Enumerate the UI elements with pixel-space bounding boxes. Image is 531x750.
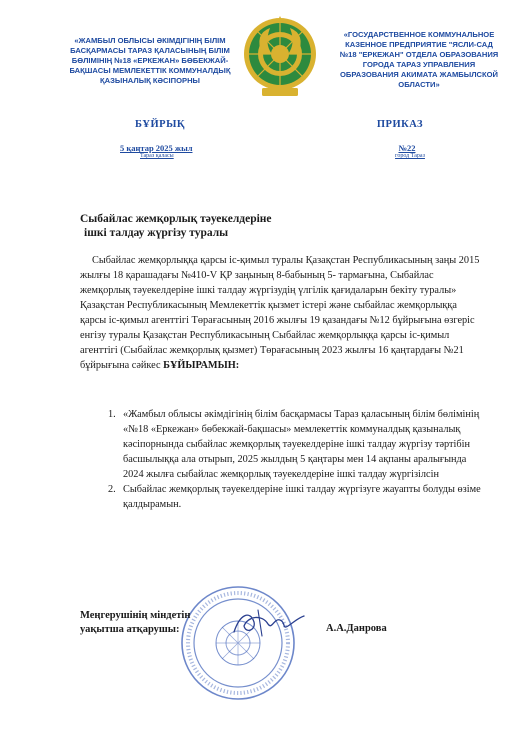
handwritten-signature-icon	[228, 604, 308, 642]
order-date: 5 қаңтар 2025 жыл	[120, 143, 193, 153]
list-item-number: 2.	[108, 484, 116, 495]
list-item	[108, 407, 486, 482]
order-title-ru: ПРИКАЗ	[376, 119, 424, 130]
document-body	[80, 253, 482, 373]
order-number: №22	[398, 143, 416, 153]
signer-name: А.А.Данрова	[326, 623, 387, 634]
signer-role	[80, 609, 230, 636]
body-paragraph: Сыбайлас жемқорлыққа қарсы іс-қимыл туралы Қазақстан Республикасының заңы 2015 жылғы 18 қарашадағы №410-V ҚР заңының 8-бабының 5- тармағына, Сыбайлас жемқорлық тәуекелдеріне ішкі талдау жүргізудің үлгілік қағидаларын бекіту туралы» Қазақстан Республикасының Мемлекеттік қызмет істері және сыбайлас жемқорлыққа қарсы іс-қимыл агенттігі Төрағасының 2016 жылғы 19 қазандағы №12 бұйрығына өзгеріс енгізу туралы Қазақстан Республикасының Сыбайлас жемқорлыққа қарсы іс-қимыл агенттігі (Сыбайлас жемқорлық қызмет) Төрағасының 2023 жылғы 16 қаңтардағы №21 бұйрығына сәйкес БҰЙЫРАМЫН:	[80, 255, 480, 371]
header-org-kz: «ЖАМБЫЛ ОБЛЫСЫ ӘКІМДІГІНІҢ БІЛІМ БАСҚАРМАСЫ ТАРАЗ ҚАЛАСЫНЫҢ БІЛІМ БӨЛІМІНІҢ №18 «ЕРКЕЖАН» БӨБЕКЖАЙ-БАҚШАСЫ МЕМЛЕКЕТТІК КОММУНАЛДЫҚ ҚАЗЫНАЛЫҚ КӘСІПОРНЫ	[69, 36, 231, 85]
official-stamp-icon	[178, 583, 298, 703]
document-title	[80, 213, 360, 240]
title-line-1: Сыбайлас жемқорлық тәуекелдеріне	[80, 213, 272, 225]
state-emblem-icon	[240, 14, 320, 100]
list-item-number: 1.	[108, 409, 116, 420]
order-title-kz: БҰЙРЫҚ	[134, 119, 186, 130]
list-item-text: «Жамбыл облысы әкімдігінің білім басқармасы Тараз қаласының білім бөлімінің «№18 «Еркежан» бөбекжай-бақшасы» мемлекеттік коммуналдық қазыналық кәсіпорнында сыбайлас жемқорлық тәуекелдеріне ішкі талдау жүргізу тәртібін басшылыққа ала отырып, 2025 жылдың 5 қаңтары мен 14 ақпаны аралығында 2024 жылға сыбайлас жемқорлық тәуекелдеріне ішкі талдау жүргізілсін	[123, 409, 480, 480]
signer-role-line-2: уақытша атқарушы:	[80, 623, 180, 635]
body-emphasis: БҰЙЫРАМЫН:	[163, 360, 240, 371]
header-org-ru: «ГОСУДАРСТВЕННОЕ КОММУНАЛЬНОЕ КАЗЕННОЕ ПРЕДПРИЯТИЕ "ЯСЛИ-САД №18 "ЕРКЕЖАН" ОТДЕЛА ОБРАЗОВАНИЯ ГОРОДА ТАРАЗ УПРАВЛЕНИЯ ОБРАЗОВАНИЯ АКИМАТА ЖАМБЫЛСКОЙ ОБЛАСТИ»	[339, 30, 499, 89]
list-item-text: Сыбайлас жемқорлық тәуекелдеріне ішкі талдау жүргізуге жауапты болуды өзіме қалдырамын.	[123, 484, 481, 510]
city-kz: Тараз қаласы	[140, 153, 174, 159]
list-item	[108, 482, 486, 512]
title-line-2: ішкі талдау жүргізу туралы	[84, 226, 229, 239]
signer-role-line-1: Меңгерушінің міндетін	[80, 610, 191, 621]
order-items	[108, 407, 486, 512]
city-ru: город Тараз	[395, 153, 425, 159]
